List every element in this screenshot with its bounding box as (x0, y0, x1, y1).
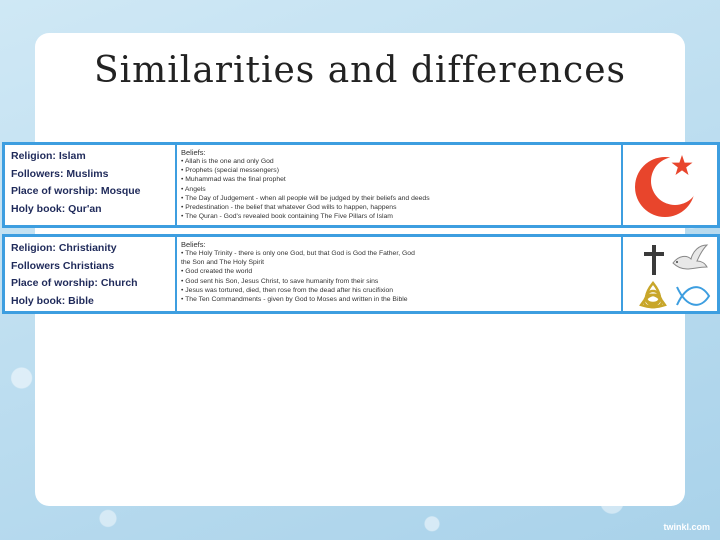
belief-item: • God created the world (181, 268, 253, 276)
symbols-cell (623, 145, 717, 225)
beliefs-cell (177, 237, 623, 311)
belief-item: • Jesus was tortured, died, then rose from the dead after his crucifixion (181, 286, 394, 294)
beliefs-heading: Beliefs: (181, 240, 206, 249)
twinkl-watermark: twinkl.com (663, 522, 710, 532)
crescent-star-icon (629, 147, 709, 227)
trinity-knot-icon (637, 279, 669, 311)
fact-followers: Followers Christians (11, 259, 115, 272)
facts-cell (5, 145, 177, 225)
fact-place-of-worship: Place of worship: Church (11, 277, 138, 289)
belief-item: • The Day of Judgement - when all people will be judged by their beliefs and deeds (181, 194, 430, 202)
fact-holy-book: Holy book: Qur'an (11, 202, 102, 215)
symbols-cell (623, 237, 717, 311)
facts-cell (5, 237, 177, 311)
beliefs-cell (177, 145, 623, 225)
belief-item: • Allah is the one and only God (181, 158, 274, 165)
fact-followers: Followers: Muslims (11, 167, 109, 180)
ichthys-fish-icon (673, 283, 713, 309)
belief-item: • The Holy Trinity - there is only one God, but that God is God the Father, God (181, 250, 415, 257)
cross-icon (641, 243, 667, 277)
religion-row-islam (2, 142, 720, 228)
belief-item: • God sent his Son, Jesus Christ, to save humanity from their sins (181, 277, 379, 285)
belief-item: • Angels (181, 185, 206, 193)
belief-item: • Muhammad was the final prophet (181, 176, 286, 184)
belief-item: • Predestination - the belief that whatever God wills to happen, happens (181, 204, 397, 212)
fact-holy-book: Holy book: Bible (11, 294, 94, 307)
slide-title: Similarities and differences (93, 50, 627, 91)
dove-icon (669, 241, 709, 275)
beliefs-heading: Beliefs: (181, 148, 206, 157)
belief-item: • The Quran - God's revealed book containing The Five Pillars of Islam (181, 213, 393, 221)
fact-place-of-worship: Place of worship: Mosque (11, 185, 141, 197)
belief-item: the Son and The Holy Spirit (181, 259, 264, 267)
belief-item: • Prophets (special messengers) (181, 167, 279, 175)
fact-religion: Religion: Islam (11, 150, 86, 162)
belief-item: • The Ten Commandments - given by God to Moses and written in the Bible (181, 296, 408, 304)
fact-religion: Religion: Christianity (11, 242, 117, 254)
religion-row-christianity (2, 234, 720, 314)
